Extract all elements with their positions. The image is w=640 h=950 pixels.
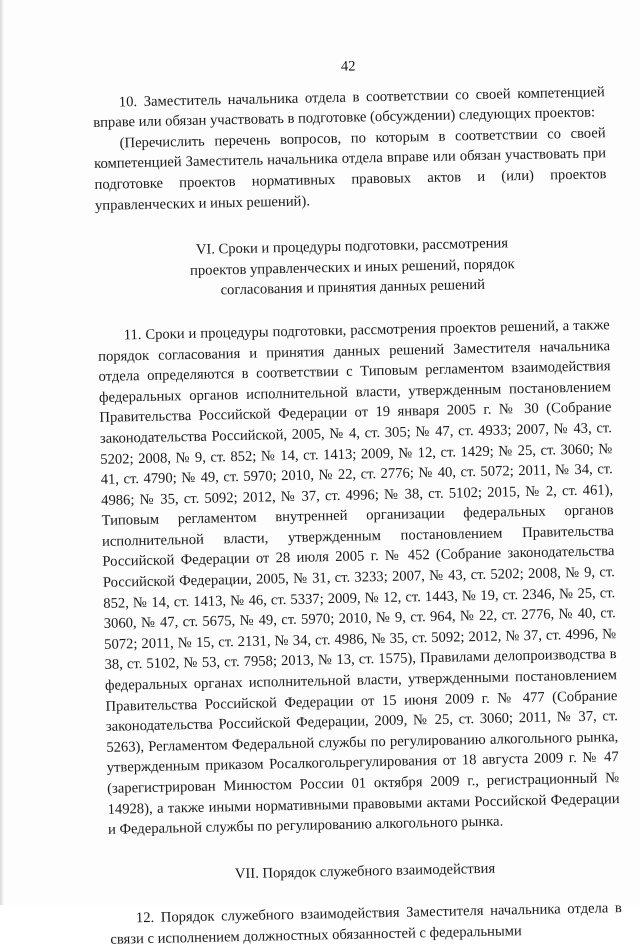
paragraph-10: 10. Заместитель начальника отдела в соответствии со своей компетенцией вправе или обязан участвовать в подготовке (обсуждении) следующих проектов: xyxy=(93,83,605,132)
page-content xyxy=(92,51,622,950)
page-number: 42 xyxy=(340,58,356,75)
section-6-heading xyxy=(96,231,609,303)
section-7-heading-line: VII. Порядок служебного взаимодействия xyxy=(234,860,496,882)
section-6-heading-line: VI. Сроки и процедуры подготовки, рассмотрения xyxy=(195,235,509,259)
page-edge-shadow xyxy=(0,0,4,905)
paragraph-12: 12. Порядок служебного взаимодействия Заместителя начальника отдела в связи с исполнением должностных обязанностей с федеральными xyxy=(110,900,623,948)
section-6-heading-line: согласования и принятия данных решений xyxy=(220,277,486,299)
section-7-heading xyxy=(109,856,621,887)
section-6-heading-line: проектов управленческих и иных решений, порядок xyxy=(189,255,515,279)
paragraph-11: 11. Сроки и процедуры подготовки, рассмотрения проектов решений, а также порядок согласования и принятия данных решений Заместителя начальника отдела определяются в соответствии с Типовым регламентом взаимодействия федеральных органов исполнительной власти, утвержденным постановлением Правительства Российской Федерации от 19 января 2005 г. № 30 (Собрание законодательства Российской, 2005, № 4, ст. 305; № 47, ст. 4933; 2007, № 43, ст. 5202; 2008, № 9, ст. 852; № 14, ст. 1413; 2009, № 12, ст. 1429; № 25, ст. 3060; № 41, ст. 4790; № 49, ст. 5970; 2010, № 22, ст. 2776; № 40, ст. 5072; 2011, № 34, ст. 4986; № 35, ст. 5092; 2012, № 37, ст. 4996; № 38, ст. 5102; 2015, № 2, ст. 461), Типовым регламентом внутренней организации федеральных органов исполнительной власти, утвержденным постановлением Правительства Российской Федерации от 28 июля 2005 г. № 452 (Собрание законодательства Российской Федерации, 2005, № 31, ст. 3233; 2007, № 43, ст. 5202; 2008, № 9, ст. 852, № 14, ст. 1413, № 46, ст. 5337; 2009, № 12, ст. 1443, № 19, ст. 2346, № 25, ст. 3060, № 47, ст. 5675, № 49, ст. 5970; 2010, № 9, ст. 964, № 22, ст. 2776, № 40, ст. 5072; 2011, № 15, ст. 2131, № 34, ст. 4986, № 35, ст. 5092; 2012, № 37, ст. 4996, № 38, ст. 5102, № 53, ст. 7958; 2013, № 13, ст. 1575), Правилами делопроизводства в федеральных органах исполнительной власти, утвержденными постановлением Правительства Российской Федерации от 15 июня 2009 г. № 477 (Собрание законодательства Российской Федерации, 2009, № 25, ст. 3060; 2011, № 37, ст. 5263), Регламентом Федеральной службы по регулированию алкогольного рынка, утвержденным приказом Росалкогольрегулирования от 18 августа 2009 г. № 47 (зарегистрирован Минюстом России 01 октября 2009 г., регистрационный № 14928), а также иными нормативными правовыми актами Российской Федерации и Федеральной службы по регулированию алкогольного рынка. xyxy=(98,317,620,839)
paragraph-10-note: (Перечислить перечень вопросов, по которым в соответствии со своей компетенцией Заместитель начальника отдела вправе или обязан участвовать при подготовке проектов нормативных правовых актов и (или) проектов управленческих и иных решений). xyxy=(93,125,607,214)
